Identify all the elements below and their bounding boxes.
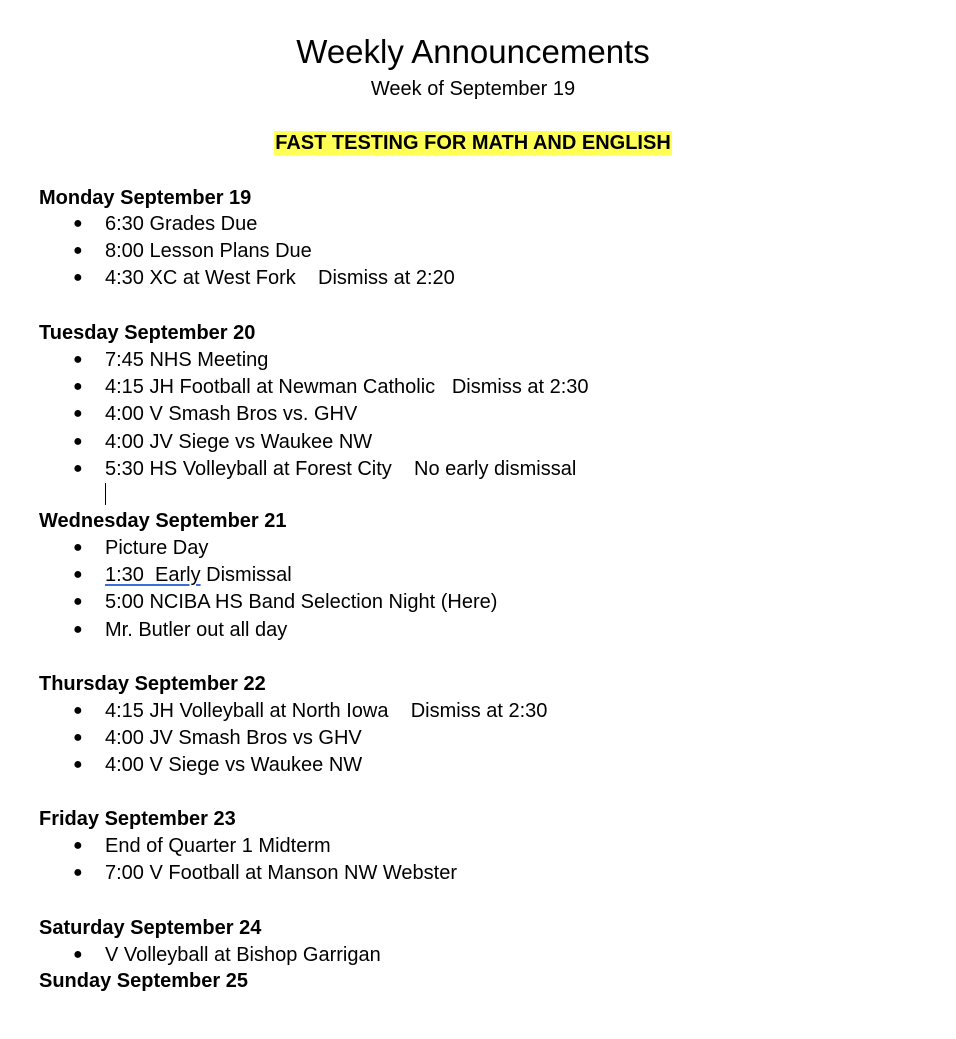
bullet-icon: ● bbox=[73, 351, 83, 368]
day-list-monday bbox=[0, 212, 455, 294]
list-item bbox=[0, 943, 381, 970]
list-item-text: Picture Day bbox=[105, 537, 209, 559]
list-item-text: 4:00 V Smash Bros vs. GHV bbox=[105, 403, 358, 426]
bullet-icon: ● bbox=[73, 269, 83, 287]
day-heading-friday: Friday September 23 bbox=[39, 808, 236, 830]
list-item-text bbox=[105, 563, 292, 587]
text-cursor bbox=[105, 483, 106, 505]
bullet-icon: ● bbox=[73, 432, 83, 450]
list-item-text: 4:00 JV Siege vs Waukee NW bbox=[105, 430, 373, 453]
day-heading-monday: Monday September 19 bbox=[39, 187, 252, 209]
document-title: Weekly Announcements bbox=[296, 33, 650, 70]
bullet-icon: ● bbox=[73, 593, 83, 611]
bullet-icon: ● bbox=[73, 729, 83, 747]
list-item bbox=[0, 563, 292, 590]
bullet-icon: ● bbox=[73, 566, 83, 584]
bullet-icon: ● bbox=[73, 756, 83, 774]
day-heading-tuesday: Tuesday September 20 bbox=[39, 322, 256, 344]
bullet-icon: ● bbox=[73, 837, 83, 854]
list-item-text: 4:30 XC at West Fork Dismiss at 2:20 bbox=[105, 267, 455, 290]
bullet-icon: ● bbox=[73, 702, 83, 719]
bullet-icon: ● bbox=[73, 405, 83, 423]
day-list-tuesday bbox=[0, 348, 589, 484]
list-item bbox=[0, 430, 373, 457]
list-item-text: 4:15 JH Volleyball at North Iowa Dismiss at 2:30 bbox=[105, 700, 548, 722]
day-heading-saturday: Saturday September 24 bbox=[39, 917, 262, 939]
day-list-wednesday bbox=[0, 536, 498, 645]
bullet-icon: ● bbox=[73, 539, 83, 556]
bullet-icon: ● bbox=[73, 242, 83, 260]
list-item-text: 6:30 Grades Due bbox=[105, 213, 258, 235]
bullet-icon: ● bbox=[73, 378, 83, 396]
list-item bbox=[0, 699, 548, 726]
list-item-text: 7:45 NHS Meeting bbox=[105, 349, 269, 371]
list-item bbox=[0, 239, 312, 266]
list-item bbox=[0, 834, 331, 861]
highlighted-banner: FAST TESTING FOR MATH AND ENGLISH bbox=[275, 132, 671, 154]
list-item-text: 5:00 NCIBA HS Band Selection Night (Here) bbox=[105, 591, 498, 614]
banner-row bbox=[0, 131, 946, 155]
day-heading-thursday: Thursday September 22 bbox=[39, 673, 266, 695]
list-item bbox=[0, 861, 458, 888]
list-item bbox=[0, 536, 209, 563]
list-item bbox=[0, 726, 362, 753]
list-item bbox=[0, 375, 589, 402]
list-item-text: 4:00 JV Smash Bros vs GHV bbox=[105, 727, 362, 750]
list-item-text: 7:00 V Football at Manson NW Webster bbox=[105, 862, 458, 885]
list-item bbox=[0, 266, 455, 293]
day-list-saturday bbox=[0, 943, 381, 970]
list-item bbox=[0, 348, 269, 375]
list-item-text: End of Quarter 1 Midterm bbox=[105, 835, 331, 857]
bullet-icon: ● bbox=[73, 459, 83, 477]
list-item bbox=[0, 457, 577, 484]
list-item-text: 4:00 V Siege vs Waukee NW bbox=[105, 754, 363, 777]
list-item bbox=[0, 753, 363, 780]
list-item bbox=[0, 212, 258, 239]
list-item bbox=[0, 402, 358, 429]
list-item-text: 8:00 Lesson Plans Due bbox=[105, 240, 312, 263]
day-list-thursday bbox=[0, 699, 548, 781]
list-item bbox=[0, 618, 288, 645]
bullet-icon: ● bbox=[73, 946, 83, 963]
day-list-friday bbox=[0, 834, 458, 888]
day-heading-sunday: Sunday September 25 bbox=[39, 970, 248, 992]
list-item-text-rest: Dismissal bbox=[200, 564, 292, 587]
bullet-icon: ● bbox=[73, 620, 83, 638]
list-item-text: V Volleyball at Bishop Garrigan bbox=[105, 944, 381, 966]
list-item-text: Mr. Butler out all day bbox=[105, 618, 288, 641]
list-item-text: 5:30 HS Volleyball at Forest City No early dismissal bbox=[105, 457, 577, 480]
list-item bbox=[0, 590, 498, 617]
bullet-icon: ● bbox=[73, 864, 83, 882]
document-subtitle: Week of September 19 bbox=[370, 78, 576, 100]
bullet-icon: ● bbox=[73, 215, 83, 232]
spellcheck-underlined-text[interactable]: 1:30 Early bbox=[105, 564, 201, 587]
list-item-text: 4:15 JH Football at Newman Catholic Dismiss at 2:30 bbox=[105, 376, 589, 399]
day-heading-wednesday: Wednesday September 21 bbox=[39, 510, 287, 532]
